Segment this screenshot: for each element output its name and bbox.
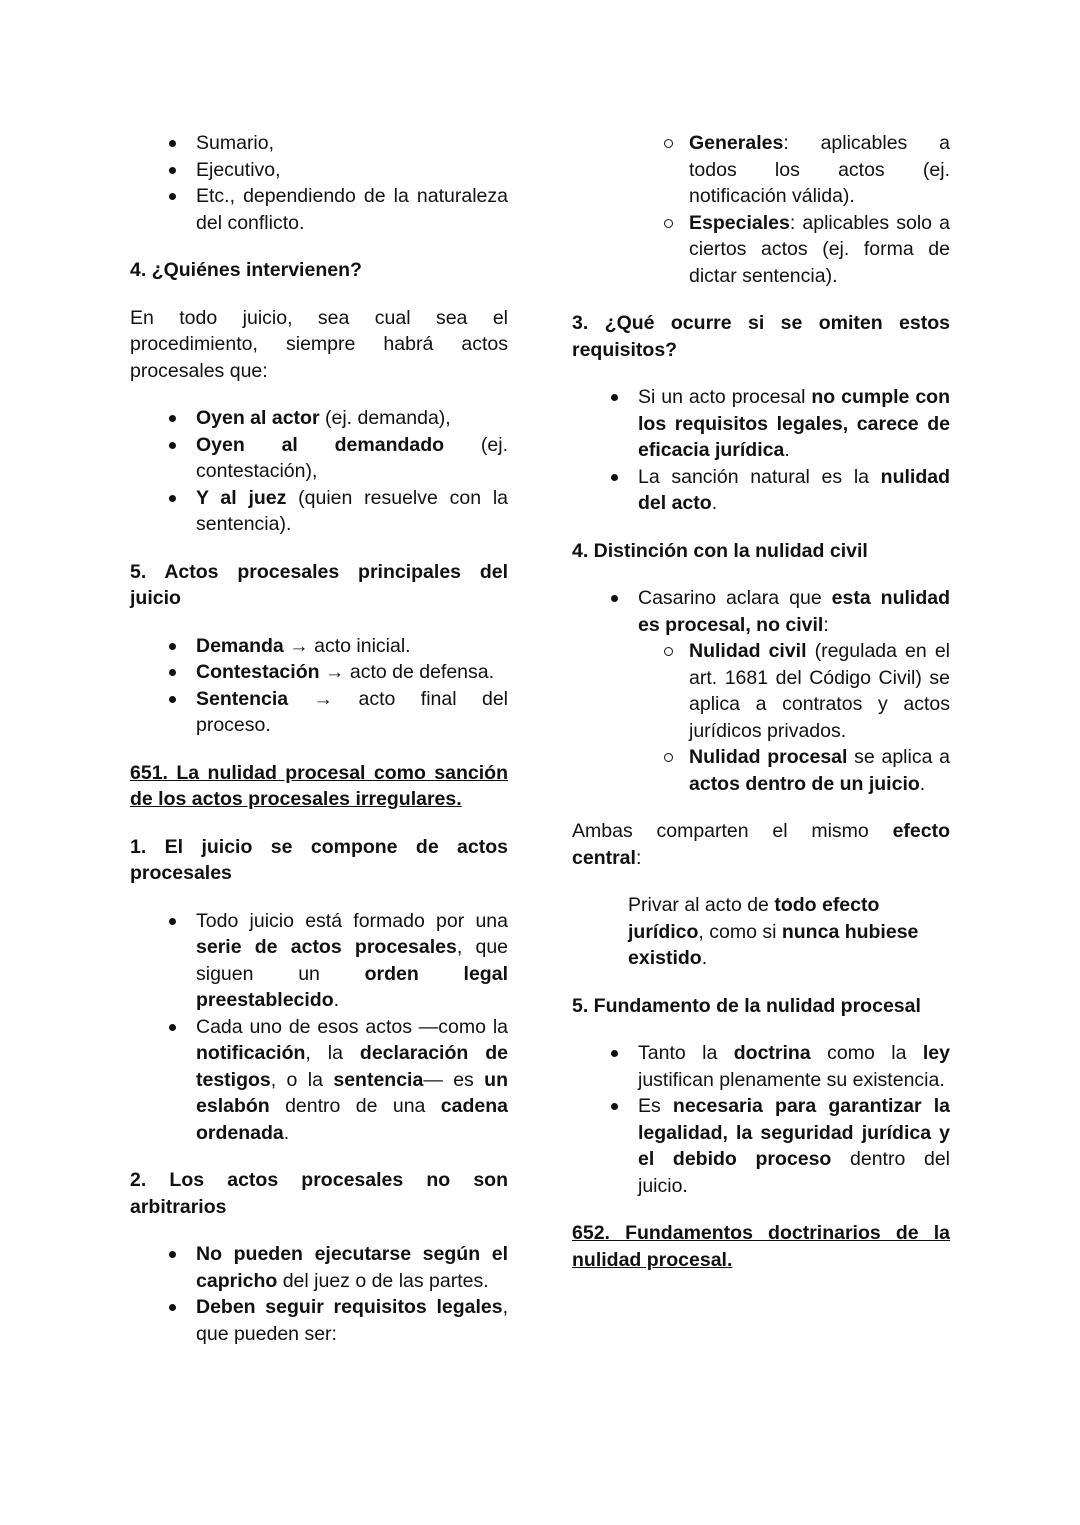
- bullet-disc-icon: [169, 1251, 176, 1258]
- bullet-text: [196, 185, 508, 234]
- text-run: .: [701, 947, 708, 969]
- text-run: se aplica a: [847, 746, 950, 768]
- bullet-text: [638, 1042, 950, 1091]
- bullet-item: [130, 1241, 508, 1294]
- bullet-text: [689, 640, 950, 742]
- text-run: (quien resuelve con la sentencia).: [196, 486, 508, 535]
- bullet-item: [130, 1294, 508, 1347]
- subheading: 4. Distinción con la nulidad civil: [572, 539, 868, 562]
- bold-text-run: un eslabón: [196, 1068, 508, 1117]
- text-run: :: [823, 613, 829, 636]
- bullet-text: [196, 661, 494, 683]
- bullet-item: [130, 485, 508, 538]
- bold-text-run: nulidad del acto: [638, 465, 950, 514]
- text-run: → acto final del proceso.: [196, 687, 508, 736]
- bold-text-run: orden legal preestablecido: [196, 962, 508, 1011]
- bullet-text: [689, 746, 950, 795]
- bullet-item: [130, 908, 508, 1014]
- bullet-disc-icon: [169, 193, 176, 200]
- bullet-list: [130, 908, 508, 1147]
- bullet-text: [196, 688, 508, 737]
- bullet-item: [130, 130, 508, 157]
- section-heading: 651. La nulidad procesal como sanción de los actos procesales irregulares.: [130, 761, 508, 810]
- bullet-text: [196, 407, 451, 429]
- bullet-text: [196, 159, 281, 181]
- text-run: , que pueden ser:: [196, 1296, 508, 1345]
- bold-text-run: ley: [922, 1042, 950, 1064]
- subheading: 5. Actos procesales principales del juicio: [130, 560, 508, 609]
- bullet-text: [196, 910, 508, 1012]
- bullet-text: [196, 434, 508, 483]
- text-run: .: [711, 492, 718, 514]
- text-run: Ejecutivo,: [196, 158, 281, 181]
- text-run: dentro del juicio.: [638, 1148, 950, 1197]
- text-run: — es: [423, 1068, 485, 1091]
- text-run: , como si: [698, 920, 782, 943]
- bullet-text: [638, 466, 950, 515]
- bold-text-run: Oyen al actor: [196, 407, 320, 429]
- bold-text-run: Sentencia: [196, 687, 289, 710]
- bullet-disc-icon: [169, 643, 176, 650]
- bullet-item: [130, 183, 508, 236]
- text-run: Todo juicio está formado por una: [196, 909, 508, 932]
- bold-text-run: Nulidad procesal: [689, 746, 848, 768]
- bullet-circle-icon: [664, 647, 673, 656]
- bold-text-run: notificación: [196, 1042, 306, 1064]
- bullet-disc-icon: [611, 394, 618, 401]
- text-run: :: [635, 846, 642, 869]
- text-run: En todo juicio, sea cual sea el procedimiento, siempre habrá actos procesales que:: [130, 306, 508, 382]
- text-run: , la: [305, 1042, 360, 1064]
- bullet-text: [638, 1095, 950, 1197]
- bullet-circle-icon: [664, 139, 673, 148]
- bullet-disc-icon: [169, 669, 176, 676]
- text-run: , o la: [270, 1068, 334, 1091]
- bold-text-run: efecto central: [572, 820, 950, 869]
- text-run: como la: [810, 1042, 923, 1064]
- bullet-text: [196, 1243, 508, 1292]
- bullet-list: [572, 130, 950, 289]
- bullet-item: [130, 1014, 508, 1147]
- text-run: Casarino aclara que: [638, 587, 832, 609]
- bullet-list: [130, 1241, 508, 1347]
- bold-text-run: no cumple con los requisitos legales, carece de eficacia jurídica: [638, 386, 950, 461]
- bullet-item: [130, 157, 508, 184]
- bullet-item: [130, 405, 508, 432]
- section-heading: 652. Fundamentos doctrinarios de la nulidad procesal.: [572, 1222, 950, 1271]
- bullet-disc-icon: [169, 442, 176, 449]
- text-run: La sanción natural es la: [638, 465, 881, 488]
- subheading: 1. El juicio se compone de actos procesales: [130, 835, 508, 884]
- text-run: .: [333, 989, 340, 1011]
- sub-bullet-item: [572, 130, 950, 210]
- bullet-item: [130, 686, 508, 739]
- bold-text-run: necesaria para garantizar la legalidad, la seguridad jurídica y el debido proceso: [638, 1095, 950, 1170]
- indented-quote-paragraph: [628, 892, 950, 972]
- bold-text-run: todo efecto jurídico: [628, 894, 880, 943]
- text-run: Ambas comparten el mismo: [572, 820, 893, 842]
- bold-text-run: Demanda: [196, 634, 284, 657]
- text-run: Cada uno de esos actos —como la: [196, 1015, 508, 1038]
- text-run: Es: [638, 1095, 673, 1117]
- bullet-disc-icon: [169, 918, 176, 925]
- right-column: [572, 130, 950, 1485]
- bullet-disc-icon: [611, 474, 618, 481]
- bullet-list: [130, 405, 508, 538]
- bullet-text: [689, 132, 950, 207]
- bold-text-run: Generales: [689, 132, 784, 154]
- text-run: dentro de una: [269, 1095, 441, 1117]
- sub-bullet-item: [572, 638, 950, 744]
- bullet-text: [638, 587, 950, 636]
- bold-text-run: cadena ordenada: [196, 1095, 508, 1144]
- bullet-disc-icon: [169, 167, 176, 174]
- text-run: : aplicables a todos los actos (ej. notificación válida).: [689, 132, 950, 207]
- paragraph: [572, 818, 950, 871]
- text-run: → acto de defensa.: [319, 661, 495, 683]
- bullet-disc-icon: [169, 140, 176, 147]
- paragraph: [130, 305, 508, 385]
- bold-text-run: Nulidad civil: [689, 640, 807, 662]
- text-run: (ej. contestación),: [196, 433, 508, 482]
- bold-text-run: No pueden ejecutarse según el capricho: [196, 1243, 508, 1292]
- bullet-disc-icon: [169, 1024, 176, 1031]
- bullet-disc-icon: [169, 1304, 176, 1311]
- bullet-item: [130, 659, 508, 686]
- sub-bullet-item: [572, 744, 950, 797]
- bold-text-run: Deben seguir requisitos legales: [196, 1296, 503, 1318]
- subheading: 5. Fundamento de la nulidad procesal: [572, 994, 921, 1017]
- bullet-circle-icon: [664, 753, 673, 762]
- bullet-text: [196, 1016, 508, 1144]
- text-run: Sumario,: [196, 132, 275, 154]
- bold-text-run: Oyen al demandado: [196, 433, 445, 456]
- subheading: 4. ¿Quiénes intervienen?: [130, 259, 362, 281]
- bullet-disc-icon: [611, 1103, 618, 1110]
- bullet-text: [638, 386, 950, 461]
- bold-text-run: actos dentro de un juicio: [689, 772, 920, 795]
- bullet-item: [130, 633, 508, 660]
- bullet-item: [572, 384, 950, 464]
- text-run: Si un acto procesal: [638, 386, 812, 408]
- bullet-text: [196, 1296, 508, 1345]
- bold-text-run: doctrina: [733, 1042, 811, 1064]
- bullet-text: [196, 635, 411, 657]
- bold-text-run: Especiales: [689, 211, 790, 234]
- bullet-list: [572, 1040, 950, 1199]
- subheading: 2. Los actos procesales no son arbitrarios: [130, 1169, 508, 1218]
- bullet-disc-icon: [169, 495, 176, 502]
- bullet-item: [572, 1093, 950, 1199]
- bold-text-run: nunca hubiese existido: [628, 920, 919, 969]
- text-run: : aplicables solo a ciertos actos (ej. forma de dictar sentencia).: [689, 211, 950, 287]
- bold-text-run: Y al juez: [196, 486, 287, 509]
- bold-text-run: sentencia: [333, 1068, 424, 1091]
- bullet-item: [130, 432, 508, 485]
- bullet-list: [572, 585, 950, 797]
- text-run: .: [919, 772, 926, 795]
- bullet-disc-icon: [169, 415, 176, 422]
- text-run: (regulada en el art. 1681 del Código Civil) se aplica a contratos y actos jurídicos privados.: [689, 640, 950, 742]
- bullet-disc-icon: [611, 1050, 618, 1057]
- text-run: → acto inicial.: [283, 634, 411, 657]
- bullet-text: [689, 212, 950, 287]
- text-run: .: [784, 439, 790, 461]
- bold-text-run: declaración de testigos: [196, 1042, 508, 1091]
- bullet-list: [572, 384, 950, 517]
- bullet-text: [196, 487, 508, 536]
- bullet-list: [130, 633, 508, 739]
- bullet-text: [196, 132, 274, 154]
- bullet-item: [572, 464, 950, 517]
- bullet-item: [572, 585, 950, 638]
- text-run: justifican plenamente su existencia.: [638, 1068, 945, 1091]
- bullet-disc-icon: [169, 696, 176, 703]
- left-column: [130, 130, 508, 1485]
- text-run: Privar al acto de: [628, 894, 775, 916]
- bullet-disc-icon: [611, 595, 618, 602]
- bold-text-run: esta nulidad es procesal, no civil: [638, 587, 950, 636]
- text-run: Tanto la: [638, 1042, 734, 1064]
- bold-text-run: serie de actos procesales: [196, 936, 457, 958]
- bold-text-run: Contestación: [196, 661, 320, 683]
- text-run: .: [283, 1121, 290, 1144]
- text-run: , que siguen un: [196, 936, 509, 985]
- bullet-item: [572, 1040, 950, 1093]
- bullet-list: [130, 130, 508, 236]
- subheading: 3. ¿Qué ocurre si se omiten estos requisitos?: [572, 312, 950, 361]
- bullet-circle-icon: [664, 219, 673, 228]
- text-run: del juez o de las partes.: [277, 1269, 489, 1292]
- text-run: Etc., dependiendo de la naturaleza del conflicto.: [196, 185, 508, 234]
- sub-bullet-item: [572, 210, 950, 290]
- text-run: (ej. demanda),: [319, 407, 451, 429]
